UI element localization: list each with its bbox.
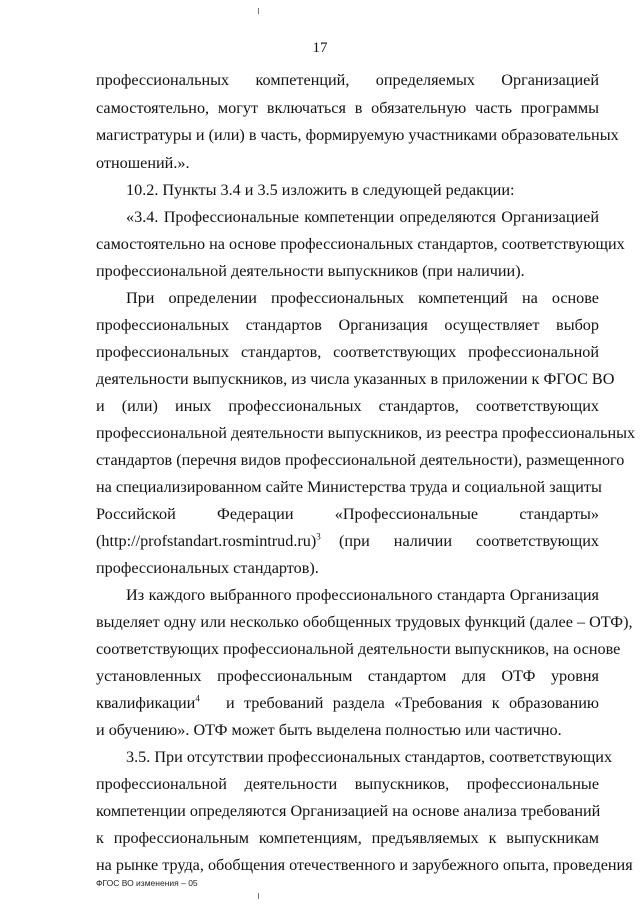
text-line: к профессиональным компетенциям, предъявляемых к выпускникам <box>96 829 599 847</box>
text-line: установленных профессиональным стандартом для ОТФ уровня <box>96 667 599 685</box>
text-line: стандартов (перечня видов профессиональной деятельности), размещенного <box>96 451 625 469</box>
scan-mark <box>258 8 259 14</box>
text-line: профессиональных стандартов, соответствующих профессиональной <box>96 343 599 361</box>
text-line: выделяет одну или несколько обобщенных трудовых функций (далее – ОТФ), <box>96 613 633 631</box>
text-line: самостоятельно на основе профессиональных стандартов, соответствующих <box>96 235 625 253</box>
text-line: и (или) иных профессиональных стандартов, соответствующих <box>96 397 599 415</box>
text-line: профессиональной деятельности выпускников, из реестра профессиональных <box>96 424 636 442</box>
text-line <box>96 693 599 713</box>
text-line: компетенции определяются Организацией на основе анализа требований <box>96 802 601 820</box>
text-line: соответствующих профессиональной деятельности выпускников, на основе <box>96 640 621 658</box>
text-line: самостоятельно, могут включаться в обязательную часть программы <box>96 99 599 117</box>
text-line: Из каждого выбранного профессионального стандарта Организация <box>126 586 599 604</box>
text-line: магистратуры и (или) в часть, формируемую участниками образовательных <box>96 126 619 144</box>
text-line: Российской Федерации «Профессиональные стандарты» <box>96 505 599 523</box>
footnote-ref: 3 <box>316 531 321 542</box>
text-line: профессиональной деятельности выпускников, профессиональные <box>96 775 599 793</box>
url-text: (http://profstandart.rosmintrud.ru) <box>96 532 317 550</box>
text-line: 10.2. Пункты 3.4 и 3.5 изложить в следующей редакции: <box>126 181 515 199</box>
text-fragment: квалификации <box>96 694 196 712</box>
page-number: 17 <box>312 40 328 56</box>
text-line: и обучению». ОТФ может быть выделена полностью или частично. <box>96 721 562 739</box>
text-line <box>96 531 599 551</box>
text-fragment: и требований раздела «Требования к образованию <box>226 694 599 712</box>
text-line: профессиональных стандартов Организация осуществляет выбор <box>96 316 599 334</box>
text-line: профессиональной деятельности выпускников (при наличии). <box>96 262 525 280</box>
text-line: деятельности выпускников, из числа указанных в приложении к ФГОС ВО <box>96 370 615 388</box>
text-line: При определении профессиональных компетенций на основе <box>126 289 599 307</box>
text-line: на специализированном сайте Министерства труда и социальной защиты <box>96 478 602 496</box>
text-line: 3.5. При отсутствии профессиональных стандартов, соответствующих <box>126 748 613 766</box>
footer-label: ФГОС ВО изменения – 05 <box>96 878 198 888</box>
text-fragment: (при наличии соответствующих <box>339 532 599 550</box>
text-line: «3.4. Профессиональные компетенции определяются Организацией <box>126 208 599 226</box>
footnote-ref: 4 <box>195 693 200 704</box>
scan-mark <box>258 893 259 899</box>
text-line: профессиональных стандартов). <box>96 559 319 577</box>
text-line: профессиональных компетенций, определяемых Организацией <box>96 71 599 89</box>
text-line: отношений.». <box>96 154 190 172</box>
text-line: на рынке труда, обобщения отечественного и зарубежного опыта, проведения <box>96 856 633 874</box>
